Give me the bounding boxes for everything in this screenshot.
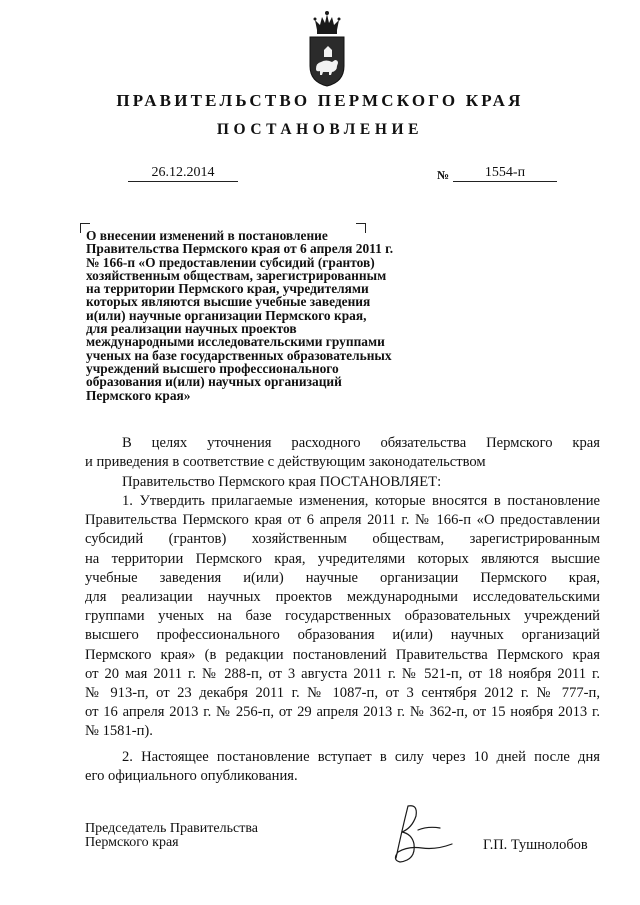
purpose-paragraph — [85, 434, 600, 472]
subject-line: для реализации научных проектов — [86, 321, 297, 337]
subject-line: учреждений высшего профессионального — [86, 360, 339, 376]
document-type: ПОСТАНОВЛЕНИЕ — [216, 121, 424, 138]
coat-of-arms-emblem — [304, 8, 350, 88]
subject-line: Правительства Пермского края от 6 апреля 2011 г. — [86, 241, 394, 257]
item-1-paragraph — [85, 492, 600, 742]
item-2-paragraph — [85, 748, 600, 786]
subject-line: Пермского края» — [86, 387, 191, 403]
signatory-name: Г.П. Тушнолобов — [483, 837, 588, 853]
body-line: учебные заведения и(или) научные организации Пермского края, — [85, 569, 600, 586]
body-line: № 1581-п). — [85, 723, 153, 740]
document-date: 26.12.2014 — [128, 165, 238, 182]
handwritten-signature — [378, 800, 458, 866]
document-subject — [86, 229, 446, 402]
body-line: его официального опубликования. — [85, 768, 298, 785]
body-line: от 20 мая 2011 г. № 288-п, от 3 августа 2011 г. № 521-п, от 18 ноября 2011 г. — [85, 665, 600, 682]
subject-line: образования и(или) научных организаций — [86, 374, 342, 390]
subject-line: О внесении изменений в постановление — [86, 228, 328, 243]
body-line: и приведения в соответствие с действующим законодательством — [85, 454, 486, 471]
body-line: от 16 апреля 2013 г. № 256-п, от 29 апреля 2013 г. № 362-п, от 15 ноября 2013 г. — [85, 704, 600, 721]
government-name: ПРАВИТЕЛЬСТВО ПЕРМСКОГО КРАЯ — [116, 91, 524, 110]
subject-line: № 166-п «О предоставлении субсидий (грантов) — [86, 254, 375, 270]
body-line: В целях уточнения расходного обязательства Пермского края — [122, 435, 600, 451]
document-number: 1554-п — [453, 165, 557, 182]
body-line: субсидий (грантов) хозяйственным обществам, зарегистрированным — [85, 531, 600, 548]
body-line: группами ученых на базе государственных образовательных учреждений — [85, 608, 600, 625]
signatory-position-line: Председатель Правительства — [85, 821, 258, 836]
subject-line: которых являются высшие учебные заведения — [86, 294, 371, 310]
body-line: на территории Пермского края, учредителями которых являются высшие — [85, 550, 600, 567]
body-line: Пермского края» (в редакции постановлений Правительства Пермского края — [85, 646, 600, 663]
subject-line: хозяйственным обществам, зарегистрированным — [86, 267, 387, 283]
subject-line: международными исследовательскими группами — [86, 334, 385, 350]
subject-line: на территории Пермского края, учредителями — [86, 281, 369, 297]
subject-line: ученых на базе государственных образовательных — [86, 347, 392, 363]
number-sign: № — [437, 168, 450, 182]
body-line: высшего профессионального образования и(или) научных организаций — [85, 627, 600, 644]
subject-line: и(или) научные организации Пермского края, — [86, 307, 367, 323]
signatory-position-line: Пермского края — [85, 835, 179, 850]
body-line: № 913-п, от 23 декабря 2011 г. № 1087-п, от 3 сентября 2012 г. № 777-п, — [85, 685, 600, 702]
body-line: для реализации научных проектов международными исследовательскими — [85, 589, 600, 606]
resolves-paragraph — [85, 473, 600, 492]
signatory-position — [85, 822, 258, 850]
body-line: 1. Утвердить прилагаемые изменения, которые вносятся в постановление — [122, 493, 600, 509]
body-line: Правительства Пермского края от 6 апреля 2011 г. № 166-п «О предоставлении — [85, 512, 600, 529]
body-line: 2. Настоящее постановление вступает в силу через 10 дней после дня — [122, 749, 600, 765]
body-line: Правительство Пермского края ПОСТАНОВЛЯЕТ: — [122, 474, 442, 490]
